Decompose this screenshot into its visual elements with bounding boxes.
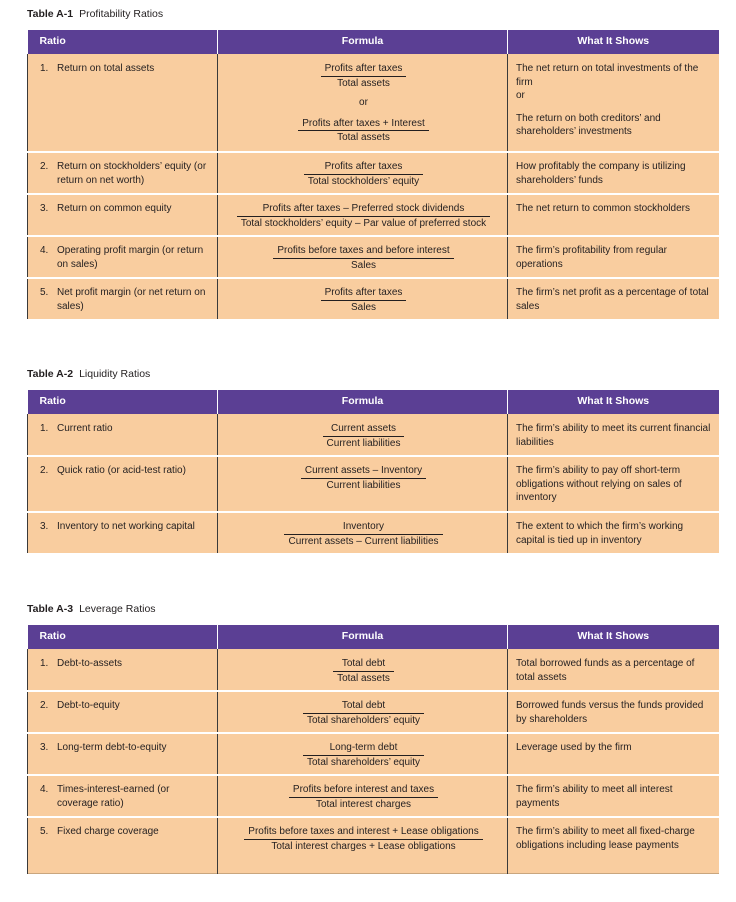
table-row: 4. Times-interest-earned (or coverage ratio) $\frac{\text{Profits before interest and taxes}}{\text{Total interest charges}}$ The firm’s ability to meet all interest payments: [28, 775, 719, 817]
ratio-name: Inventory to net working capital: [57, 521, 195, 532]
ratio-name: Long-term debt-to-equity: [57, 742, 167, 753]
table-a1-caption: Table A-1 Profitability Ratios: [27, 8, 164, 20]
what-it-shows: How profitably the company is utilizing shareholders’ funds: [508, 152, 719, 194]
ratio-name: Return on common equity: [57, 203, 172, 214]
formula-fraction: $\frac{\text{Profits before taxes and before interest}}{\text{Sales}}$: [273, 244, 453, 272]
what-it-shows: Borrowed funds versus the funds provided by shareholders: [508, 691, 719, 733]
formula-fraction: $\frac{\text{Total debt}}{\text{Total shareholders’ equity}}$: [303, 699, 424, 727]
ratio-name: Fixed charge coverage: [57, 826, 159, 837]
header-ratio: Ratio: [28, 390, 218, 414]
ratio-name: Debt-to-assets: [57, 658, 123, 669]
ratio-name: Debt-to-equity: [57, 700, 120, 711]
header-what-it-shows: What It Shows: [508, 390, 719, 414]
profitability-ratios-table: [27, 30, 719, 319]
formula-fraction: $\frac{\text{Profits after taxes}}{\text{Total assets}}$: [321, 62, 407, 90]
formula-fraction: $\frac{\text{Profits before taxes and interest + Lease obligations}}{\text{Total interest charges + Lease obligations}}$: [244, 825, 482, 853]
table-row: 1. Return on total assets $\frac{\text{Profits after taxes}}{\text{Total assets}}$ or $\frac{\text{Profits after taxes + Interest}}{\text{Total assets}}$ The net return on total investments of the firm or The return on both creditors’ and shareholders’ investments: [28, 54, 719, 152]
what-it-shows: Leverage used by the firm: [508, 733, 719, 775]
ratio-name: Operating profit margin (or return on sales): [57, 245, 204, 270]
header-formula: Formula: [218, 390, 508, 414]
table-a2-caption: Table A-2 Liquidity Ratios: [27, 368, 151, 380]
formula-fraction: $\frac{\text{Profits after taxes}}{\text{Total stockholders’ equity}}$: [304, 160, 423, 188]
ratio-name: Times-interest-earned (or coverage ratio): [57, 784, 170, 809]
table-a3-caption: Table A-3 Leverage Ratios: [27, 603, 156, 615]
formula-fraction: $\frac{\text{Long-term debt}}{\text{Total shareholders’ equity}}$: [303, 741, 424, 769]
table-row: 1. Current ratio $\frac{\text{Current assets}}{\text{Current liabilities}}$ The firm’s ability to meet its current financial liabilities: [28, 414, 719, 456]
what-it-shows: The firm’s profitability from regular operations: [508, 236, 719, 278]
leverage-ratios-table: [27, 625, 719, 874]
ratio-name: Return on stockholders’ equity (or return on net worth): [57, 161, 207, 186]
what-it-shows: The extent to which the firm’s working capital is tied up in inventory: [508, 512, 719, 553]
table-row: 2. Debt-to-equity $\frac{\text{Total debt}}{\text{Total shareholders’ equity}}$ Borrowed funds versus the funds provided by shareholders: [28, 691, 719, 733]
what-it-shows: The net return on total investments of the firm: [516, 63, 699, 88]
liquidity-ratios-table: [27, 390, 719, 553]
table-row: 2. Return on stockholders’ equity (or return on net worth) $\frac{\text{Profits after taxes}}{\text{Total stockholders’ equity}}$ How profitably the company is utilizing shareholders’ funds: [28, 152, 719, 194]
what-it-shows: The firm’s ability to pay off short-term obligations without relying on sales of inventory: [508, 456, 719, 512]
header-formula: Formula: [218, 30, 508, 54]
table-row: 3. Return on common equity $\frac{\text{Profits after taxes – Preferred stock dividends}}{\text{Total stockholders’ equity – Par value of preferred stock}}$ The net return to common stockholders: [28, 194, 719, 236]
table-row: 3. Long-term debt-to-equity $\frac{\text{Long-term debt}}{\text{Total shareholders’ equity}}$ Leverage used by the firm: [28, 733, 719, 775]
what-it-shows: The firm’s ability to meet its current financial liabilities: [508, 414, 719, 456]
table-row: 5. Fixed charge coverage $\frac{\text{Profits before taxes and interest + Lease obligations}}{\text{Total interest charges + Lease obligations}}$ The firm’s ability to meet all fixed-charge obligations including lease payments: [28, 817, 719, 873]
table-row: 1. Debt-to-assets $\frac{\text{Total debt}}{\text{Total assets}}$ Total borrowed funds as a percentage of total assets: [28, 649, 719, 691]
formula-fraction: $\frac{\text{Total debt}}{\text{Total assets}}$: [333, 657, 394, 685]
formula-fraction: $\frac{\text{Profits before interest and taxes}}{\text{Total interest charges}}$: [289, 783, 438, 811]
ratio-name: Quick ratio (or acid-test ratio): [57, 465, 186, 476]
table-row: 2. Quick ratio (or acid-test ratio) $\frac{\text{Current assets – Inventory}}{\text{Current liabilities}}$ The firm’s ability to pay off short-term obligations without relying on sales of inventory: [28, 456, 719, 512]
table-row: 5. Net profit margin (or net return on sales) $\frac{\text{Profits after taxes}}{\text{Sales}}$ The firm’s net profit as a percentage of total sales: [28, 278, 719, 319]
what-it-shows: The firm’s ability to meet all fixed-charge obligations including lease payments: [508, 817, 719, 873]
formula-fraction: $\frac{\text{Profits after taxes – Preferred stock dividends}}{\text{Total stockholders’ equity – Par value of preferred stock}}$: [237, 202, 490, 230]
table-row: 3. Inventory to net working capital $\frac{\text{Inventory}}{\text{Current assets – Current liabilities}}$ The extent to which the firm’s working capital is tied up in inventory: [28, 512, 719, 553]
header-formula: Formula: [218, 625, 508, 649]
what-it-shows: The firm’s ability to meet all interest payments: [508, 775, 719, 817]
table-row: 4. Operating profit margin (or return on sales) $\frac{\text{Profits before taxes and before interest}}{\text{Sales}}$ The firm’s profitability from regular operations: [28, 236, 719, 278]
what-it-shows: The firm’s net profit as a percentage of total sales: [508, 278, 719, 319]
header-ratio: Ratio: [28, 30, 218, 54]
ratio-name: Current ratio: [57, 423, 113, 434]
formula-fraction: $\frac{\text{Inventory}}{\text{Current assets – Current liabilities}}$: [284, 520, 442, 548]
formula-fraction: $\frac{\text{Profits after taxes + Interest}}{\text{Total assets}}$: [298, 117, 429, 145]
what-it-shows: Total borrowed funds as a percentage of total assets: [508, 649, 719, 691]
ratio-name: Return on total assets: [57, 63, 155, 74]
ratio-name: Net profit margin (or net return on sales): [57, 287, 206, 312]
formula-fraction: $\frac{\text{Current assets}}{\text{Current liabilities}}$: [323, 422, 405, 450]
formula-fraction: $\frac{\text{Profits after taxes}}{\text{Sales}}$: [321, 286, 407, 314]
header-what-it-shows: What It Shows: [508, 30, 719, 54]
header-what-it-shows: What It Shows: [508, 625, 719, 649]
header-ratio: Ratio: [28, 625, 218, 649]
formula-fraction: $\frac{\text{Current assets – Inventory}}{\text{Current liabilities}}$: [301, 464, 426, 492]
what-it-shows: The net return to common stockholders: [508, 194, 719, 236]
